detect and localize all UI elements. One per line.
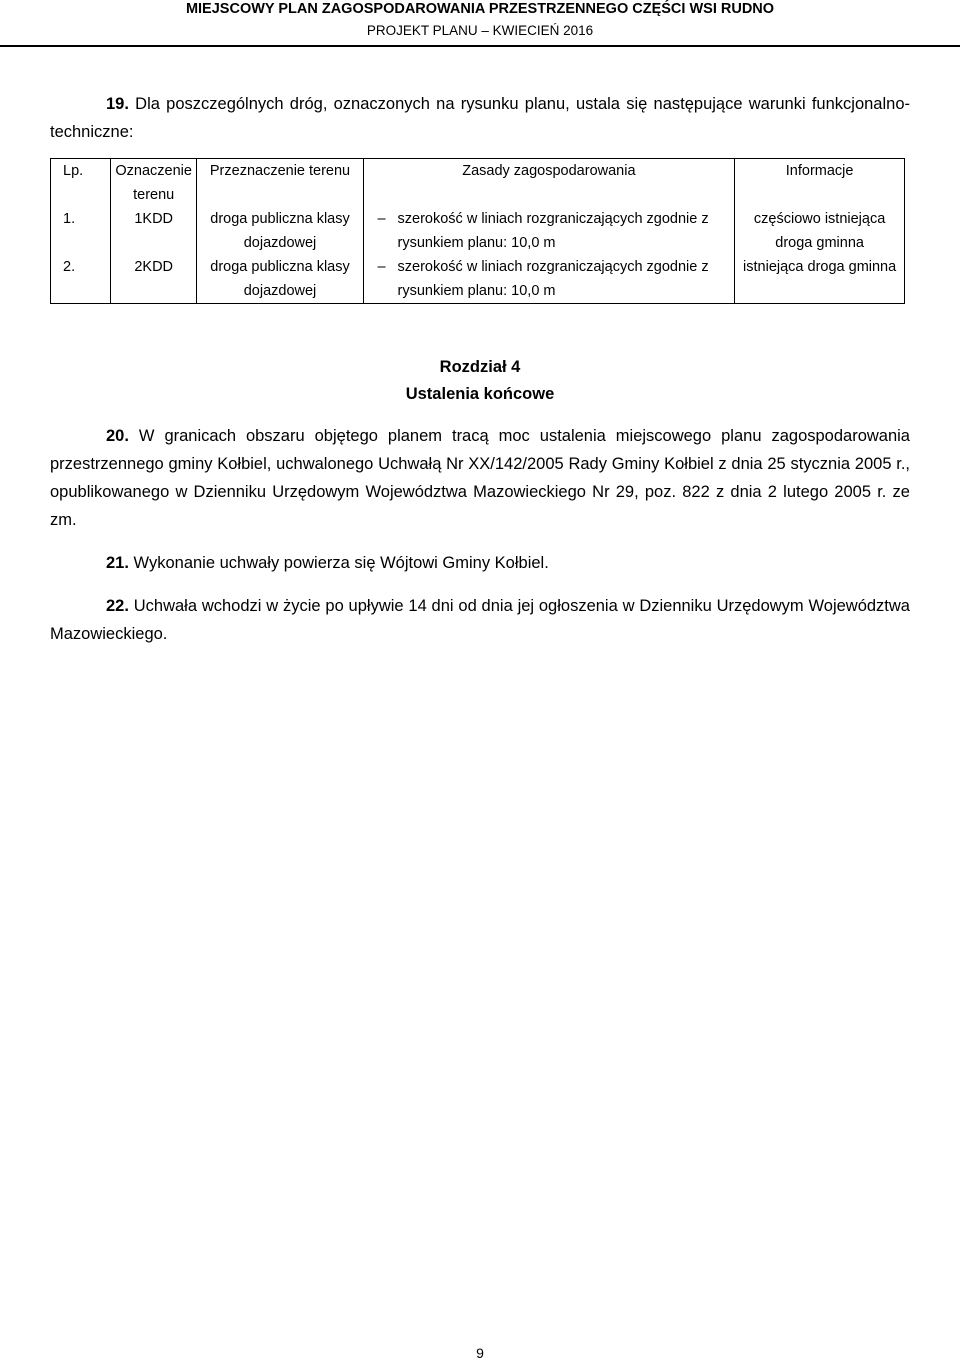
table-row [51,255,905,304]
page-number: 9 [476,1345,484,1361]
roads-table [50,158,905,304]
dash-bullet: – [377,211,386,227]
header-zasady: Zasady zagospodarowania [363,159,735,208]
row-przeznaczenie: droga publiczna klasy dojazdowej [197,207,363,255]
row-zasady [363,207,735,255]
row-informacje: istniejąca droga gminna [735,255,905,304]
header-oznaczenie: Oznaczenie terenu [110,159,197,208]
header-divider [0,45,960,47]
row-oznaczenie: 2KDD [110,255,197,304]
table-header-row [51,159,905,208]
section-21-text: Wykonanie uchwały powierza się Wójtowi Gminy Kołbiel. [133,554,549,572]
section-20-number: 20. [106,427,129,445]
section-19 [50,90,910,146]
section-22-text: Uchwała wchodzi w życie po upływie 14 dni od dnia jej ogłoszenia w Dzienniku Urzędowym Województwa Mazowieckiego. [50,597,910,643]
section-19-text: Dla poszczególnych dróg, oznaczonych na rysunku planu, ustala się następujące warunki funkcjonalno-techniczne: [50,95,910,141]
section-19-number: 19. [106,95,129,113]
row-zasady [363,255,735,304]
section-20 [50,422,910,534]
header-przeznaczenie: Przeznaczenie terenu [197,159,363,208]
section-22-number: 22. [106,597,129,615]
chapter-number: Rozdział 4 [439,358,521,376]
row-przeznaczenie: droga publiczna klasy dojazdowej [197,255,363,304]
row-zasady-text: szerokość w liniach rozgraniczających zgodnie z rysunkiem planu: 10,0 m [397,211,709,251]
row-lp: 2. [51,255,111,304]
section-22 [50,592,910,648]
document-title: MIEJSCOWY PLAN ZAGOSPODAROWANIA PRZESTRZENNEGO CZĘŚCI WSI RUDNO [185,1,775,17]
row-zasady-text: szerokość w liniach rozgraniczających zgodnie z rysunkiem planu: 10,0 m [397,259,709,299]
section-21 [50,549,910,577]
section-21-number: 21. [106,554,129,572]
row-informacje: częściowo istniejąca droga gminna [735,207,905,255]
document-subtitle: PROJEKT PLANU – KWIECIEŃ 2016 [366,23,594,38]
header-lp: Lp. [51,159,111,208]
table-row [51,207,905,255]
chapter-title: Ustalenia końcowe [405,385,555,403]
row-oznaczenie: 1KDD [110,207,197,255]
header-informacje: Informacje [735,159,905,208]
dash-bullet: – [377,259,386,275]
row-lp: 1. [51,207,111,255]
section-20-text: W granicach obszaru objętego planem tracą moc ustalenia miejscowego planu zagospodarowania przestrzennego gminy Kołbiel, uchwalonego Uchwałą Nr XX/142/2005 Rady Gminy Kołbiel z dnia 25 stycznia 2005 r., opublikowanego w Dzienniku Urzędowym Województwa Mazowieckiego Nr 29, poz. 822 z dnia 2 lutego 2005 r. ze zm. [50,427,910,529]
